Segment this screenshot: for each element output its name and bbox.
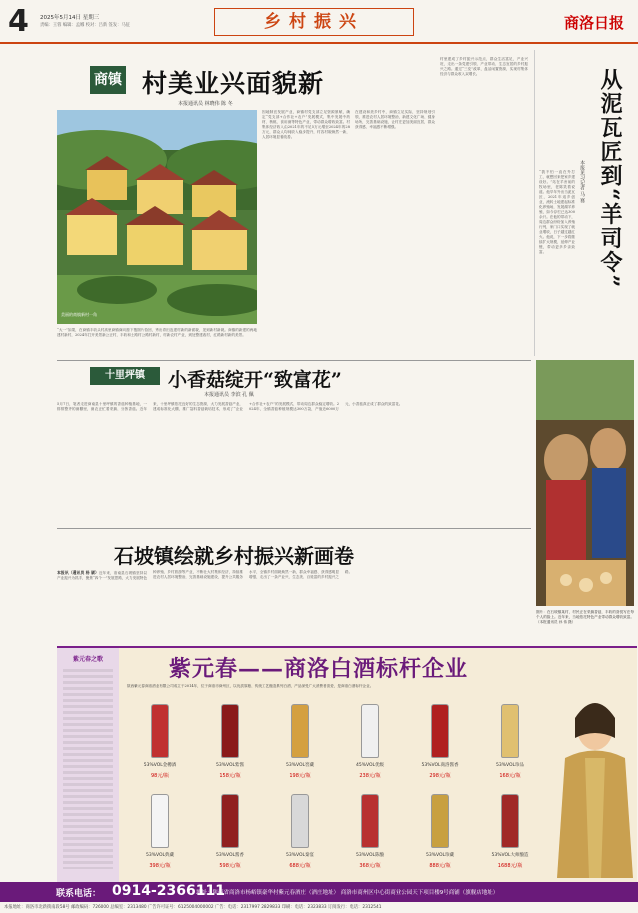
story4-body-wrap — [57, 570, 531, 640]
section-box — [214, 8, 414, 36]
product-price: 158元/瓶 — [219, 773, 241, 779]
product-price: 98元/瓶 — [150, 773, 170, 779]
product-name: 53%VOL商洛酱香 — [421, 763, 459, 768]
ad-product — [477, 700, 543, 786]
masthead — [0, 0, 638, 48]
story1-col2: 因地制宜发展产业，商镇村党支部立足资源禀赋，确定“党支部+合作社+农户”发展模式，集中发展中药材、核桃、食用菌等特色产业，带动群众增收致富。村集体经济收入由2021年的不足5万元增至2024年的28万元，群众人均纯收入稳步提升，村容村貌焕然一新，人居环境显著改善。 — [262, 110, 350, 139]
product-name: 53%VOL典藏 — [145, 853, 175, 858]
ad-product — [127, 700, 193, 786]
ad-product — [267, 700, 333, 786]
product-price: 298元/瓶 — [429, 773, 451, 779]
story2 — [534, 50, 634, 356]
ad-brand: 紫元春——商洛白酒标杆企业 — [169, 656, 469, 682]
advertisement — [57, 646, 637, 882]
section-title: 乡村振兴 — [264, 12, 364, 32]
ad-intro: 陕西紫元春商洛酒业有限公司成立于2014年，位于商洛市商州区，以优质原粮、传统工艺酿造系列白酒，产品深受广大消费者喜爱，是商洛白酒标杆企业。 — [127, 684, 374, 688]
product-name: 53%VOL大师酿造 — [491, 853, 529, 858]
product-name: 53%VOL珍藏 — [425, 853, 455, 858]
story4-body: 近年来，洛南县石坡镇坚持以产业振兴为抓手，聚焦“四个一”发展思路，大力发展特色种养殖、乡村旅游等产业，不断壮大村集体经济，持续推进农村人居环境整治，完善基础设施建设，提升公共服务水平，全镇乡村面貌焕然一新，群众幸福感、获得感明显增强，走出了一条产业兴、生态美、百姓富的乡村振兴之路。 — [57, 570, 353, 580]
right-photo — [536, 360, 634, 606]
ad-phone-label: 联系电话： — [56, 889, 102, 899]
ad-product — [337, 700, 403, 786]
ad-sidebar-title: 紫元春之歌 — [72, 656, 103, 663]
product-name: 53%VOL紫酱 — [215, 763, 245, 768]
story3-byline: 本报通讯员 李滨 孔 佩 — [204, 392, 254, 398]
issue-date: 2025年5月14日 星期三 — [40, 15, 100, 21]
product-price: 368元/瓶 — [359, 863, 381, 869]
page-footer: 本报地址：商洛市北新街南段58号 邮政编码：726000 总编室：2313480 广告许可证号：6125004000002 广告：电话：2317997 2829833 印刷：电话：2323833 订阅发行：电话：2312541 — [4, 905, 382, 910]
product-name: 45%VOL优级 — [355, 763, 385, 768]
ad-product — [127, 790, 193, 876]
product-name: 53%VOL珍品 — [495, 763, 525, 768]
story1-kicker: 商镇 — [94, 72, 122, 88]
ad-product — [477, 790, 543, 876]
story2-byline: 本报见习记者 马 赛 — [579, 160, 585, 204]
ad-product — [337, 790, 403, 876]
ad-contact-bar — [0, 882, 638, 902]
ad-products — [127, 700, 547, 880]
ad-phone: 0914-2366111 — [112, 883, 225, 899]
bottle-icon — [291, 794, 309, 848]
story2-headline: 从泥瓦匠到“羊司令” — [597, 68, 623, 290]
bottle-icon — [501, 704, 519, 758]
story1-headline: 村美业兴面貌新 — [142, 69, 325, 98]
story4-byline: 本报讯（通讯员 杨 颖） — [57, 570, 99, 575]
product-name: 53%VOL金樽酒 — [143, 763, 177, 768]
product-price: 598元/瓶 — [219, 863, 241, 869]
product-price: 688元/瓶 — [289, 863, 311, 869]
ad-sidebar — [57, 648, 119, 884]
story3-kicker-box — [90, 367, 160, 385]
story1-col4: 村里建成了乡村振兴示范点，群众生活富足，产业兴旺，走出一条党建引领、产业带动、生态宜居的乡村振兴之路。通过“三变”改革，盘活闲置资源，实现村集体经济与群众收入双增长。 — [440, 57, 528, 76]
story1-byline: 本报通讯员 林晓伟 陈 冬 — [178, 101, 233, 107]
bottle-icon — [361, 794, 379, 848]
story1-col1: “大一”如果，在商镇丰收头村高里商镇商向窗下搜图片拾回，秀出青田连建村新的新面貌，见到新村新貌。商镇的新建的两地建村新村，2024年打开美景新公正村，丰收和土路村公路村新村，村新农村产业，到处整建改村，红路新村新的美景。 — [57, 328, 257, 337]
story1-photo — [57, 110, 257, 324]
bottle-icon — [361, 704, 379, 758]
product-price: 1688元/瓶 — [497, 863, 523, 869]
story4-headline: 石坡镇绘就乡村振兴新画卷 — [114, 544, 354, 568]
ad-product — [407, 700, 473, 786]
product-price: 888元/瓶 — [429, 863, 451, 869]
bottle-icon — [431, 794, 449, 848]
product-name: 53%VOL陈酿 — [355, 853, 385, 858]
ad-product — [197, 790, 263, 876]
ad-product — [267, 790, 333, 876]
story1-photo-caption: 美丽的商镇新村一角 — [61, 312, 97, 317]
bottle-icon — [221, 794, 239, 848]
bottle-icon — [501, 794, 519, 848]
story3-headline: 小香菇绽开“致富花” — [168, 369, 342, 391]
product-name: 53%VOL酱香 — [215, 853, 245, 858]
story1-col3: 在建设和美乡村中，商镇立足实际，坚持规划引领，推进农村人居环境整治，新建文化广场、健身场所，完善基础设施，让村庄更加美丽宜居，群众获得感、幸福感不断增强。 — [355, 110, 435, 129]
product-price: 198元/瓶 — [289, 773, 311, 779]
story2-body: “我不怕一直在外打工，就想回来把家乡建设好。”站在羊舍前的牧场里，老陈笑着说道。他早年外出当泥瓦匠，2021年返乡创业，流转土地建起标准化养殖场，发展湖羊养殖，如今存栏已达300余只。在他的带动下，周边群众纷纷加入养殖行列，家门口实现了就业增收，日子越过越红火。他说，下一步将继续扩大规模，延伸产业链，带动更多乡亲致富。 — [539, 170, 575, 254]
product-price: 398元/瓶 — [149, 863, 171, 869]
ad-model-figure — [555, 688, 635, 878]
ad-product — [407, 790, 473, 876]
bottle-icon — [151, 704, 169, 758]
bottle-icon — [291, 704, 309, 758]
ad-product — [197, 700, 263, 786]
bottle-icon — [431, 704, 449, 758]
right-photo-caption: 图片：在石坡镇某村，村民正在采摘香菇，丰收的喜悦写在每个人的脸上。近年来，当地依托特色产业带动群众增收致富。（本报通讯员 孙 伟 摄） — [536, 610, 634, 624]
bottle-icon — [151, 794, 169, 848]
product-name: 53%VOL窖藏 — [285, 763, 315, 768]
story1-kicker-box — [90, 66, 126, 94]
newspaper-logo: 商洛日报 — [564, 14, 625, 32]
story3-kicker: 十里坪镇 — [105, 370, 145, 381]
story3-body: 5月7日，笔者走进商南县十里坪镇的香菇种植基地，一排排整齐的菌棚里，菌农正忙着采摘、分拣香菇。近年来，十里坪镇依托良好的生态资源，大力发展香菇产业，建成标准化大棚，推广袋料香菇栽培技术，形成了“企业+合作社+农户”的发展模式，带动周边群众稳定增收。2024年，全镇香菇种植规模达300万袋，产值近6000万元，小香菇真正成了群众的致富花。 — [57, 402, 403, 411]
page-number: 4 — [8, 4, 29, 39]
bottle-icon — [221, 704, 239, 758]
product-price: 168元/瓶 — [499, 773, 521, 779]
editor-credits: 责编：王蓉 编辑：孟娜 校对：吕新 签发：马征 — [40, 23, 131, 28]
ad-address: 地址：陕西省商洛市杨峪镇豪华村紫元春酒庄（酒庄地址） 商洛市商州区中心街商业公园天下项目楼9号商铺（旗舰店地址） — [196, 890, 499, 896]
product-name: 53%VOL秦宴 — [285, 853, 315, 858]
product-price: 238元/瓶 — [359, 773, 381, 779]
